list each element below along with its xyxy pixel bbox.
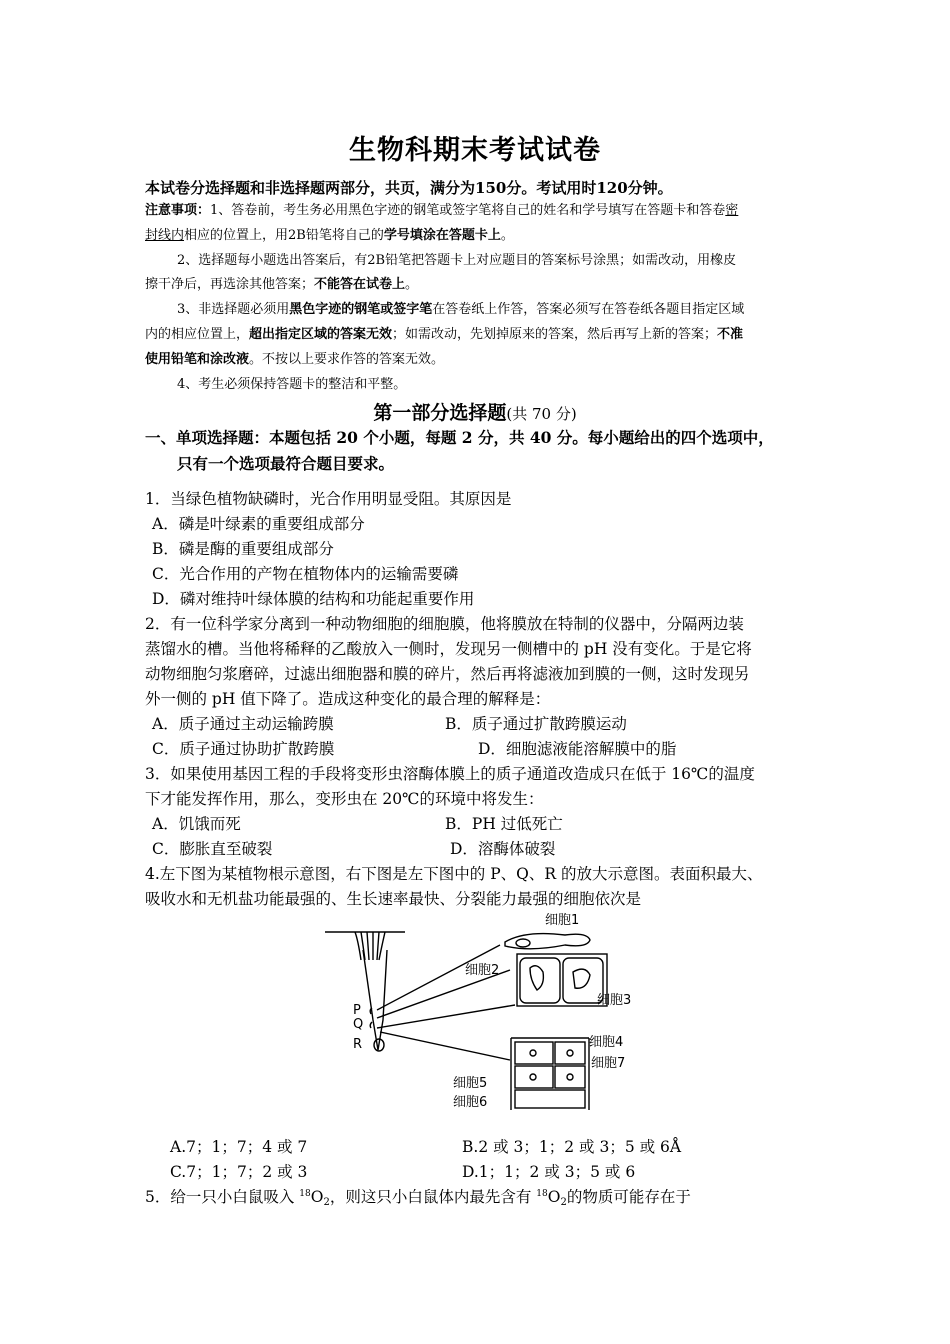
oxygen-symbol-1: O <box>310 1188 324 1206</box>
question-2-option-b: B．质子通过扩散跨膜运动 <box>445 715 627 733</box>
note-4: 4、考生必须保持答题卡的整洁和平整。 <box>177 377 407 392</box>
meristem-outline <box>511 1038 589 1110</box>
label-q: Q <box>353 1017 364 1032</box>
question-2-option-c: C．质子通过协助扩散跨膜 <box>152 740 335 758</box>
label-cell-4: 细胞4 <box>589 1035 624 1050</box>
isotope-mass-2: 18 <box>536 1189 548 1199</box>
note-1-text: 1、答卷前，考生务必用黑色字迹的钢笔或签字笔将自己的姓名和学号填写在答题卡和答卷 <box>210 203 726 218</box>
cell-bottom-wall <box>515 1090 585 1108</box>
question-4-line-1: 4.左下图为某植物根示意图，右下图是左下图中的 P、Q、R 的放大示意图。表面积最大、 <box>145 865 763 883</box>
question-4-option-c: C.7；1；7；2 或 3 <box>170 1163 308 1181</box>
question-4-line-2: 吸收水和无机盐功能最强的、生长速率最快、分裂能力最强的细胞依次是 <box>145 890 642 908</box>
note-3-emphasis-1: 黑色字迹的钢笔或签字笔 <box>289 302 433 317</box>
oxygen-symbol-2: O <box>547 1188 561 1206</box>
question-5-text-1: 5．给一只小白鼠吸入 <box>145 1188 300 1206</box>
question-1-option-d: D．磷对维持叶绿体膜的结构和功能起重要作用 <box>152 590 475 608</box>
isotope-mass-1: 18 <box>299 1189 311 1199</box>
question-3-line-1: 3．如果使用基因工程的手段将变形虫溶酶体膜上的质子通道改造成只在低于 16℃的温度 <box>145 765 755 783</box>
part-1-title-text: 第一部分选择题 <box>373 402 507 424</box>
root-body <box>363 950 387 1050</box>
cell-6-wall <box>555 1066 585 1088</box>
note-3-emphasis-3: 不准 <box>717 327 744 342</box>
note-1-text-2: 相应的位置上，用2B铅笔将自己的 <box>184 228 384 243</box>
cell-6-nucleus <box>567 1074 573 1080</box>
oxygen-count-2: 2 <box>560 1197 567 1208</box>
note-1-emphasis: 学号填涂在答题卡上 <box>383 228 501 243</box>
question-4-option-b: B.2 或 3；1；2 或 3；5 或 6Å <box>462 1138 682 1156</box>
cells-2-3-wall <box>517 954 607 1006</box>
pointer-to-cell-3 <box>377 1005 515 1028</box>
label-r: R <box>353 1037 363 1052</box>
notes-label: 注意事项： <box>145 203 211 218</box>
exam-intro: 本试卷分选择题和非选择题两部分，共页，满分为150分。考试用时120分钟。 <box>145 179 673 197</box>
cell-2-shape <box>520 958 560 1003</box>
question-1-option-a: A．磷是叶绿素的重要组成部分 <box>152 515 365 533</box>
note-2-line-2 <box>145 273 418 297</box>
question-1-option-c: C．光合作用的产物在植物体内的运输需要磷 <box>152 565 459 583</box>
question-2-option-d: D．细胞滤液能溶解膜中的脂 <box>478 740 677 758</box>
cell-3-vacuole <box>573 969 590 988</box>
pointer-to-cell-5 <box>380 1032 510 1060</box>
note-1-line-1 <box>145 199 738 223</box>
section-1-heading-2: 只有一个选项最符合题目要求。 <box>177 454 395 473</box>
root-hairs <box>355 932 385 960</box>
note-3-text-2: 在答卷纸上作答，答案必须写在答卷纸各题目指定区域 <box>432 302 745 317</box>
cell-4-wall <box>515 1042 553 1064</box>
note-3-text-5: 。不按以上要求作答的答案无效。 <box>249 352 445 367</box>
cell-2-vacuole <box>530 966 543 990</box>
question-3-option-d: D．溶酶体破裂 <box>450 840 556 858</box>
label-cell-3: 细胞3 <box>597 993 632 1008</box>
cell-4-nucleus <box>530 1050 536 1056</box>
cell-5-wall <box>515 1066 553 1088</box>
question-3-option-c: C．膨胀直至破裂 <box>152 840 273 858</box>
question-5-text-2: ，则这只小白鼠体内最先含有 <box>329 1188 537 1206</box>
question-2-option-a: A．质子通过主动运输跨膜 <box>152 715 334 733</box>
question-2-line-2: 蒸馏水的槽。当他将稀释的乙酸放入一侧时，发现另一侧槽中的 pH 没有变化。于是它将 <box>145 640 752 658</box>
page-title: 生物科期末考试试卷 <box>349 135 601 166</box>
note-3-emphasis-2: 超出指定区域的答案无效 <box>249 327 393 342</box>
root-diagram <box>325 910 632 1115</box>
question-3-option-b: B．PH 过低死亡 <box>445 815 563 833</box>
note-1-end: 。 <box>500 228 514 243</box>
note-2-emphasis: 不能答在试卷上 <box>314 277 406 292</box>
label-p: P <box>353 1003 361 1018</box>
question-2-line-3: 动物细胞匀浆磨碎，过滤出细胞器和膜的碎片，然后再将滤液加到膜的一侧，这时发现另 <box>145 665 750 683</box>
question-5-text-3: 的物质可能存在于 <box>566 1188 691 1206</box>
label-cell-5: 细胞5 <box>453 1076 488 1091</box>
note-3-line-2 <box>145 323 743 347</box>
label-cell-2: 细胞2 <box>465 963 500 978</box>
question-1-option-b: B．磷是酶的重要组成部分 <box>152 540 334 558</box>
note-3-emphasis-4: 使用铅笔和涂改液 <box>145 352 250 367</box>
cell-7-nucleus <box>567 1050 573 1056</box>
question-1-stem: 1．当绿色植物缺磷时，光合作用明显受阻。其原因是 <box>145 490 512 508</box>
note-1-seal-line: 封线内 <box>145 228 185 243</box>
note-1-line-2 <box>145 224 514 248</box>
note-2-text: 擦干净后，再选涂其他答案； <box>145 277 315 292</box>
question-3-line-2: 下才能发挥作用，那么，变形虫在 20℃的环境中将发生： <box>145 790 544 808</box>
cell-1-nucleus <box>516 939 530 947</box>
note-2-end: 。 <box>405 277 419 292</box>
question-4-option-a: A.7；1；7；4 或 7 <box>170 1138 308 1156</box>
note-3-text: 3、非选择题必须用 <box>177 302 290 317</box>
part-1-title <box>0 398 950 425</box>
section-1-heading: 一、单项选择题：本题包括 20 个小题，每题 2 分，共 40 分。每小题给出的四个选项中， <box>145 428 774 447</box>
cell-5-nucleus <box>530 1074 536 1080</box>
root-cells-figure <box>325 910 632 1115</box>
part-1-score: (共 70 分) <box>506 405 577 423</box>
label-cell-7: 细胞7 <box>591 1056 626 1071</box>
note-2-line-1: 2、选择题每小题选出答案后，有2B铅笔把答题卡上对应题目的答案标号涂黑；如需改动，用橡皮 <box>177 253 737 268</box>
note-3-line-1 <box>177 298 744 322</box>
oxygen-count-1: 2 <box>323 1197 330 1208</box>
question-2-line-4: 外一侧的 pH 值下降了。造成这种变化的最合理的解释是： <box>145 690 551 708</box>
label-cell-6: 细胞6 <box>453 1095 488 1110</box>
note-1-seal: 密 <box>725 203 739 218</box>
note-3-text-4: ；如需改动，先划掉原来的答案，然后再写上新的答案； <box>392 327 718 342</box>
note-3-text-3: 内的相应位置上， <box>145 327 250 342</box>
question-2-line-1: 2．有一位科学家分离到一种动物细胞的细胞膜，他将膜放在特制的仪器中，分隔两边装 <box>145 615 744 633</box>
question-4-option-d: D.1；1；2 或 3；5 或 6 <box>462 1163 636 1181</box>
cell-7-wall <box>555 1042 585 1064</box>
question-5-stem <box>145 1185 691 1207</box>
note-3-line-3 <box>145 348 444 372</box>
label-cell-1: 细胞1 <box>545 913 580 928</box>
question-3-option-a: A．饥饿而死 <box>152 815 241 833</box>
